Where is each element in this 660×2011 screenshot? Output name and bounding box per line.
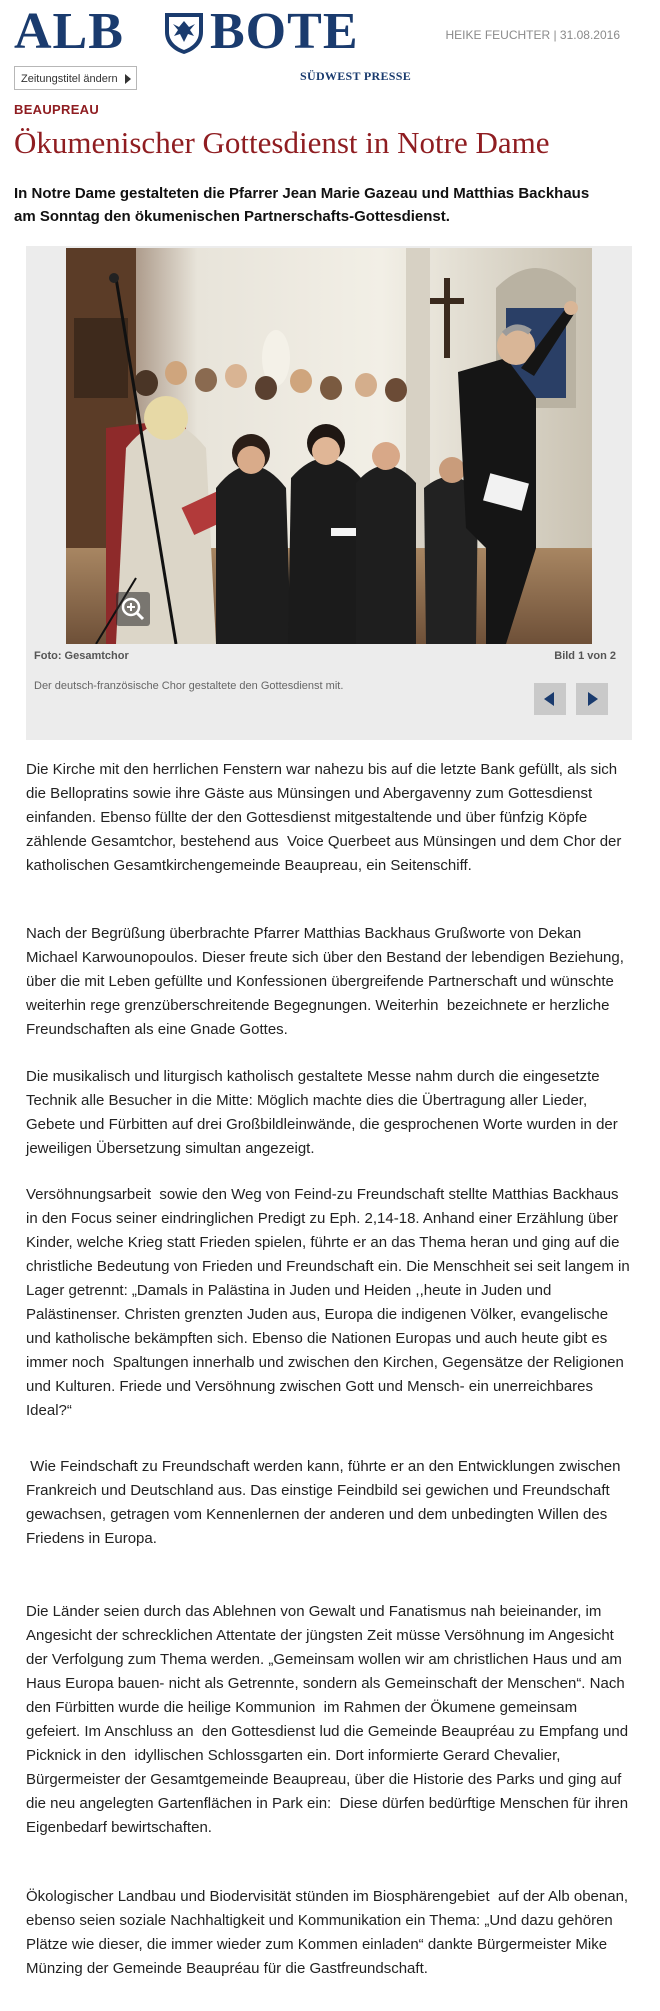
change-title-label: Zeitungstitel ändern <box>21 73 118 85</box>
article-lead: In Notre Dame gestalteten die Pfarrer Jean Marie Gazeau und Matthias Backhaus am Sonntag den ökumenischen Partnerschafts-Gottesdienst. <box>14 185 590 225</box>
choir-photo-illustration <box>66 248 592 644</box>
article-paragraph: Die Kirche mit den herrlichen Fenstern war nahezu bis auf die letzte Bank gefüllt, als sich die Bellopratins sowie ihre Gäste aus Münsingen und Abergavenny zum Gottesdienst einfanden. Ebenso füllte der den Gottesdienst mitgestaltende und über fünfzig Köpfe zählende Gesamtchor, bestehend aus Voice Querbeet aus Münsingen und dem Chor der katholischen Gesamtkirchengemeinde Beaupreau, ein Seitenschiff. <box>26 761 626 874</box>
logo-alb-text: ALB <box>14 3 124 60</box>
article-paragraph: Nach der Begrüßung überbrachte Pfarrer Matthias Backhaus Grußworte von Dekan Michael Karwounopoulos. Dieser freute sich über den Bestand der lebendigen Beziehung, über die mit Leben gefüllte und Konfessionen übergreifende Partnerschaft und wünschte weiterhin rege grenzüberschreitende Begegnungen. Weiterhin bezeichnete er herzliche Freundschaften als eine Gnade Gottes. <box>26 925 629 1038</box>
article-paragraph: Versöhnungsarbeit sowie den Weg von Feind-zu Freundschaft stellte Matthias Backhaus in den Focus seiner eindringlichen Predigt zu Eph. 2,14-18. Anhand einer Erzählung über Kinder, welche Krieg statt Frieden spielen, führte er an das Thema heran und ging auf die christliche Bedeutung von Frieden und Freundschaft ein. Die Menschheit sei seit langem in Lager getrennt: „Damals in Palästina in Juden und Heiden ,,heute in Juden und Palästinenser. Christen grenzten Juden aus, Europa die indigenen Völker, evangelische und katholische bekämpften sich. Ebenso die Nationen Europas und auch heute gibt es immer noch Spaltungen innerhalb und zwischen den Kirchen, Gegensätze der Religionen und Kulturen. Friede und Versöhnung zwischen Gott und Mensch- ein unerreichbares Ideal?“ <box>26 1186 634 1419</box>
image-counter: Bild 1 von 2 <box>554 650 616 662</box>
masthead-subline <box>14 66 414 86</box>
caret-right-icon <box>125 74 131 84</box>
change-newspaper-title-button[interactable] <box>14 66 137 90</box>
article-headline: Ökumenischer Gottesdienst in Notre Dame <box>14 125 550 160</box>
article-paragraph: Wie Feindschaft zu Freundschaft werden kann, führte er an den Entwicklungen zwischen Frankreich und Deutschland aus. Das einstige Feindbild sei gewichen und Freundschaft gewachsen, getragen vom Kennenlernen der anderen und dem unbedingten Willen des Friedens in Europa. <box>26 1458 625 1547</box>
arrow-left-icon <box>544 692 554 706</box>
coat-of-arms-icon <box>162 10 206 56</box>
photo-gallery <box>26 246 632 740</box>
author-date-byline: HEIKE FEUCHTER | 31.08.2016 <box>445 28 620 42</box>
arrow-right-icon <box>588 692 598 706</box>
choir-photo[interactable] <box>66 248 592 644</box>
zoom-in-icon <box>116 592 150 626</box>
article-paragraph: Ökologischer Landbau und Biodervisität stünden im Biosphärengebiet auf der Alb obenan, ebenso seien soziale Nachhaltigkeit und Kommunikation ein Thema: „Und dazu gehören Plätze wie dieser, die immer wieder zum Kommen einladen“ dankte Bürgermeister Mike Münzing der Gemeinde Beaupréau für die Gastfreundschaft. <box>26 1888 637 1977</box>
next-image-button[interactable] <box>576 683 608 715</box>
logo-bote-text: BOTE <box>210 3 359 60</box>
zoom-button[interactable] <box>116 592 150 626</box>
article-paragraph: Die Länder seien durch das Ablehnen von Gewalt und Fanatismus nah beieinander, im Angesicht der schrecklichen Attentate der jüngsten Zeit müsse Versöhnung im Angesicht der Verfolgung zum Thema werden. „Gemeinsam wollen wir am christlichen Haus und am Haus Europa bauen- nicht als Getrennte, sondern als Gemeinschaft der Menschen“. Nach den Fürbitten wurde die heilige Kommunion im Rahmen der Ökumene gemeinsam gefeiert. Im Anschluss an den Gottesdienst lud die Gemeinde Beaupréau zu Empfang und Picknick in den idyllischen Schlossgarten ein. Dort informierte Gerard Chevalier, Bürgermeister der Gesamtgemeinde Beaupreau, über die Historie des Parks und ging auf die neu angelegten Gartenflächen in Park ein: Diese dürfen bedürftige Menschen für ihren Eigenbedarf bewirtschaften. <box>26 1603 633 1836</box>
previous-image-button[interactable] <box>534 683 566 715</box>
newspaper-logo[interactable] <box>14 4 434 60</box>
publisher-name: SÜDWEST PRESSE <box>300 69 412 83</box>
article-paragraph: Die musikalisch und liturgisch katholisch gestaltete Messe nahm durch die eingesetzte Technik alle Besucher in die Mitte: Möglich machte dies die Übertragung aller Lieder, Gebete und Fürbitten auf drei Großbildleinwände, die gesprochenen Worte wurden in der jeweiligen Übersetzung simultan angezeigt. <box>26 1068 622 1157</box>
photo-caption: Der deutsch-französische Chor gestaltete den Gottesdienst mit. <box>34 680 344 692</box>
photo-credit: Foto: Gesamtchor <box>34 650 129 662</box>
article-kicker: BEAUPREAU <box>14 102 100 117</box>
